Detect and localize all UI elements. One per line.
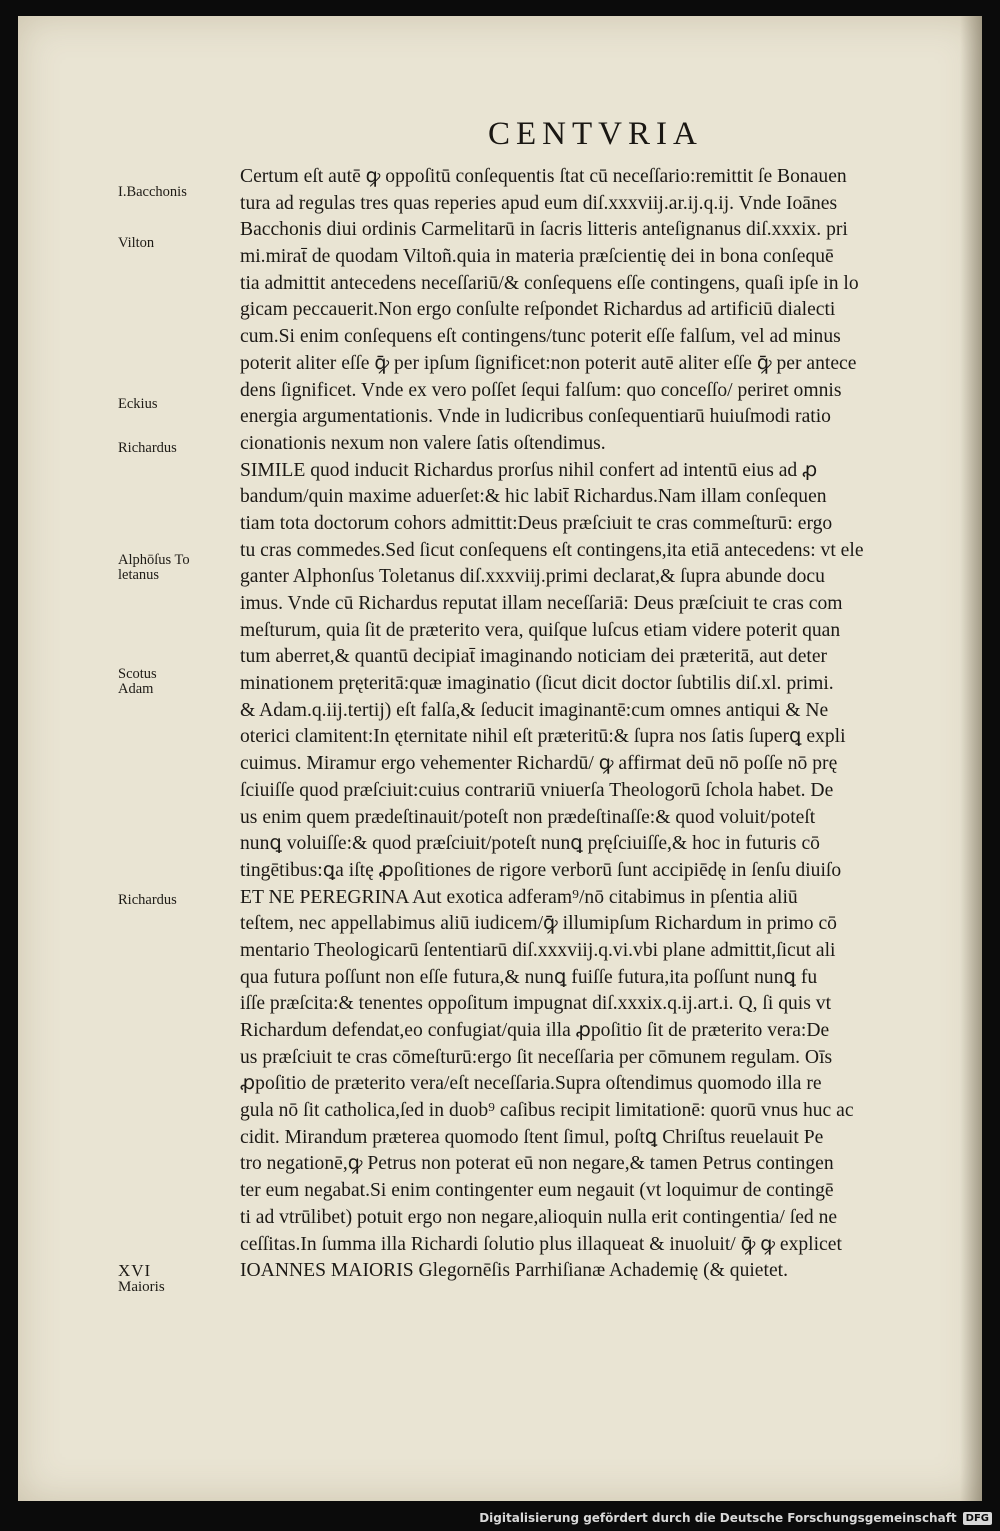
footer-credit: Digitalisierung gefördert durch die Deutsche Forschungsgemeinschaft (479, 1511, 957, 1525)
text-line: gicam peccauerit.Non ergo conſulte reſpondet Richardus ad artificiū dialecti (240, 299, 836, 321)
text-line: poterit aliter eſſe ꝙ̄ per ipſum ſignificet:non poterit autē aliter eſſe ꝙ̄ per antece (240, 352, 857, 374)
text-line: tro negationē,ꝙ Petrus non poterat eū non negare,& tamen Petrus contingen (240, 1153, 834, 1175)
text-line: ceſſitas.In ſumma illa Richardi ſolutio plus illaqueat & inuoluit/ ꝙ̄ ꝙ explicet (240, 1233, 842, 1255)
book-page (18, 16, 982, 1501)
margin-note-alphonsus: Alphōſus To letanus (118, 552, 190, 583)
text-line: tia admittit antecedens neceſſariū/& conſequens eſſe contingens, quaſi ipſe in lo (240, 272, 859, 294)
text-line: energia argumentationis. Vnde in ludicribus conſequentiarū huiuſmodi ratio (240, 406, 831, 428)
margin-note-bacchonis: I.Bacchonis (118, 184, 187, 200)
text-line: minationem pręteritā:quæ imaginatio (ſicut dicit doctor ſubtilis diſ.xl. primi. (240, 673, 834, 695)
text-line: ET NE PEREGRINA Aut exotica adferam⁹/nō citabimus in pſentia aliū (240, 886, 798, 908)
text-line: qua futura poſſunt non eſſe futura,& nunꝗ fuiſſe futura,ita poſſunt nunꝗ fu (240, 966, 818, 988)
text-line: oterici clamitent:In ęternitate nihil eſt præteritū:& ſupra nos ſatis ſuperꝗ expli (240, 726, 846, 748)
text-line: bandum/quin maxime aduerſet:& hic labit̄ Richardus.Nam illam conſequen (240, 486, 827, 508)
margin-note-eckius: Eckius (118, 396, 158, 412)
text-line: tum aberret,& quantū decipiat̄ imaginando noticiam dei præteritā, aut deter (240, 646, 828, 668)
text-line: ganter Alphonſus Toletanus diſ.xxxviij.primi declarat,& ſupra abunde docu (240, 566, 825, 588)
text-line: mi.mirat̄ de quodam Viltoñ.quia in materia præſcientię dei in bona conſequē (240, 246, 834, 268)
text-line: mentario Theologicarū ſententiarū diſ.xxxviij.q.vi.vbi plane admittit,ſicut ali (240, 939, 836, 961)
text-line: cuimus. Miramur ergo vehementer Richardū/ ꝙ affirmat deū nō poſſe nō prę (240, 753, 838, 775)
text-line: tu cras commedes.Sed ſicut conſequens eſt contingens,ita etiā antecedens: vt ele (240, 539, 864, 561)
dfg-logo: DFG (963, 1512, 992, 1525)
text-line: Bacchonis diui ordinis Carmelitarū in ſacris litteris anteſignanus diſ.xxxix. pri (240, 219, 848, 241)
text-line: ꝓpoſitio de præterito vera/eſt neceſſaria.Supra oſtendimus quomodo illa re (240, 1073, 822, 1095)
main-text-block (240, 164, 972, 1285)
running-header: CENTVRIA (488, 116, 703, 152)
text-line: ti ad vtrūlibet) potuit ergo non negare,alioquin nulla erit contingentia/ ſed ne (240, 1206, 838, 1228)
text-line: tiam tota doctorum cohors admittit:Deus præſciuit te cras commeſturū: ergo (240, 512, 833, 534)
margin-note-richardus-1: Richardus (118, 440, 177, 456)
margin-note-scotus-adam: Scotus Adam (118, 666, 157, 697)
signature-numeral: XVI (118, 1261, 152, 1280)
text-line: SIMILE quod inducit Richardus prorſus nihil confert ad intentū eius ad ꝓ (240, 459, 818, 481)
text-line: us enim quem prædeſtinauit/poteſt non prædeſtinaſſe:& quod voluit/poteſt (240, 806, 816, 828)
text-line: cum.Si enim conſequens eſt contingens/tunc poterit eſſe falſum, vel ad minus (240, 326, 841, 348)
margin-note-richardus-2: Richardus (118, 892, 177, 908)
text-line: tura ad regulas tres quas reperies apud eum diſ.xxxviij.ar.ij.q.ij. Vnde Ioānes (240, 192, 838, 214)
text-line: us præſciuit te cras cōmeſturū:ergo ſit neceſſaria per cōmunem regulam. Oīs (240, 1046, 833, 1068)
text-line: & Adam.q.iij.tertij) eſt falſa,& ſeducit imaginantē:cum omnes antiqui & Ne (240, 699, 829, 721)
text-line: dens ſignificet. Vnde ex vero poſſet ſequi falſum: quo conceſſo/ periret omnis (240, 379, 842, 401)
text-line: cionationis nexum non valere ſatis oſtendimus. (240, 432, 606, 454)
text-line: meſturum, quia ſit de præterito vera, quiſque luſcus etiam videre poterit quan (240, 619, 841, 641)
text-line: cidit. Mirandum præterea quomodo ſtent ſimul, poſtꝗ Chriſtus reuelauit Pe (240, 1126, 824, 1148)
text-line: teſtem, nec appellabimus aliū iudicem/ꝙ̄ illumipſum Richardum in primo cō (240, 913, 837, 935)
text-line: Richardum defendat,eo confugiat/quia illa ꝓpoſitio ſit de præterito vera:De (240, 1020, 830, 1041)
text-line: iſſe præſcita:& tenentes oppoſitum impugnat diſ.xxxix.q.ij.art.i. Q, ſi quis vt (240, 993, 832, 1015)
signature-word: Maioris (118, 1279, 165, 1295)
text-line: gula nō ſit catholica,ſed in duob⁹ caſibus recipit limitationē: quorū vnus huc ac (240, 1100, 854, 1122)
margin-note-vilton: Vilton (118, 235, 155, 251)
text-line: tingētibus:ꝗa iſtę ꝓpoſitiones de rigore verborū ſunt accipiēdę in ſenſu diuiſo (240, 859, 842, 881)
text-line: Certum eſt autē ꝙ oppoſitū conſequentis ſtat cū neceſſario:remittit ſe Bonauen (240, 166, 847, 187)
text-line: ter eum negabat.Si enim contingenter eum negauit (vt loquimur de contingē (240, 1180, 834, 1202)
text-line: IOANNES MAIORIS Glegornēſis Parrhiſianæ Achademię (& quietet. (240, 1260, 788, 1282)
signature-mark (118, 1263, 165, 1295)
digitization-footer (479, 1511, 992, 1525)
text-line: imus. Vnde cū Richardus reputat illam neceſſariā: Deus præſciuit te cras com (240, 593, 843, 614)
text-line: ſciuiſſe quod præſciuit:cuius contrariū vniuerſa Theologorū ſchola habet. De (240, 779, 834, 801)
text-line: nunꝗ voluiſſe:& quod præſciuit/poteſt nunꝗ pręſciuiſſe,& hoc in futuris cō (240, 833, 820, 855)
